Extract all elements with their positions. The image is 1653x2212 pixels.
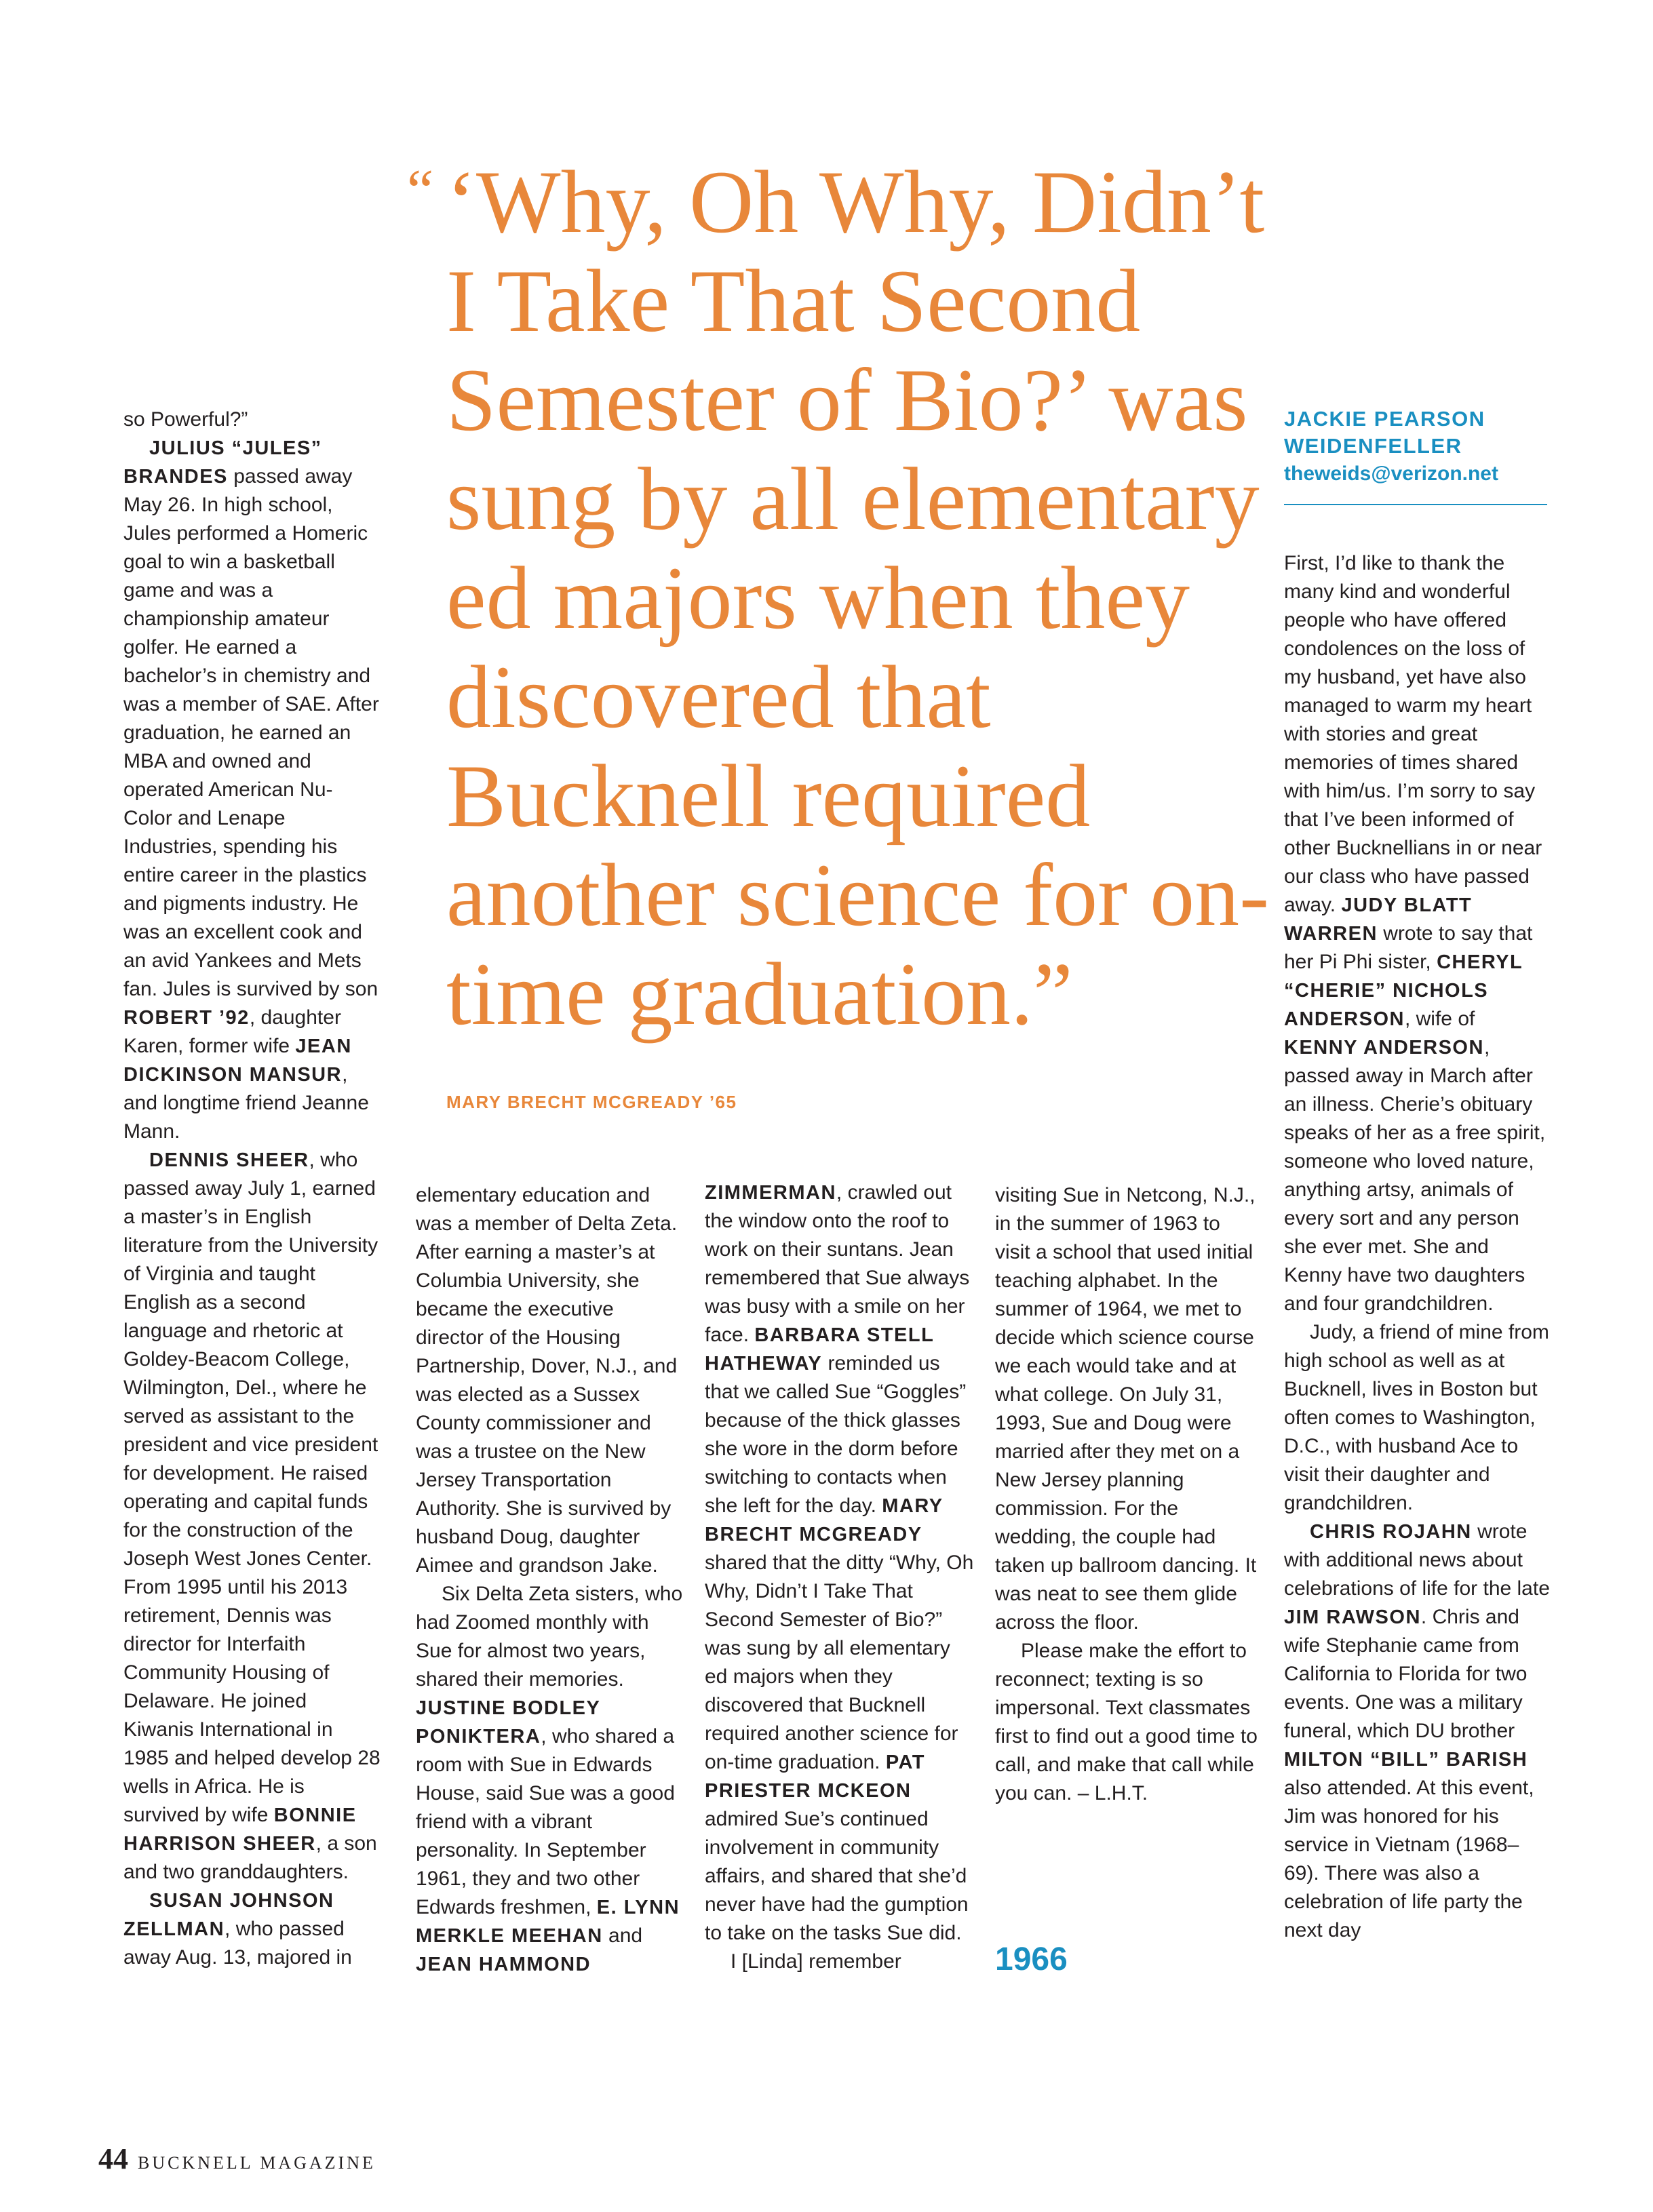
- text-column-3: [705, 1179, 976, 1976]
- pull-quote-open-mark: “: [407, 158, 434, 224]
- person-name: JULIUS “JULES” BRANDES: [123, 437, 322, 488]
- person-name: DENNIS SHEER: [149, 1149, 309, 1171]
- paragraph: so Powerful?”: [123, 408, 248, 431]
- pull-quote-text: ‘Why, Oh Why, Didn’t I Take That Second Semester of Bio?’ was sung by all elementary ed majors when they discovered that Bucknell required another science for on-time graduation.”: [446, 152, 1270, 1044]
- paragraph: DENNIS SHEER, who passed away July 1, earned a master’s in English literature from the University of Virginia and taught English as a second language and rhetoric at Goldey-Beacom College, Wilmington, Del., where he served as assistant to the president and vice president for development. He raised operating and capital funds for the construction of the Joseph West Jones Center. From 1995 until his 2013 retirement, Dennis was director for Interfaith Community Housing of Delaware. He joined Kiwanis International in 1985 and helped develop 28 wells in Africa. He is survived by wife BONNIE HARRISON SHEER, a son and two granddaughters.: [123, 1149, 381, 1883]
- person-name: KENNY ANDERSON: [1284, 1037, 1484, 1059]
- paragraph: Please make the effort to reconnect; texting is so impersonal. Text classmates first to find out a good time to call, and make that call while you can. – L.H.T.: [995, 1640, 1258, 1804]
- page-footer: [98, 2141, 376, 2176]
- text-column-1: [123, 406, 381, 1972]
- person-name: ZIMMERMAN: [705, 1182, 836, 1204]
- class-reporter-email[interactable]: theweids@verizon.net: [1284, 462, 1498, 485]
- person-name: JIM RAWSON: [1284, 1606, 1421, 1628]
- paragraph: First, I’d like to thank the many kind and wonderful people who have offered condolences on the loss of my husband, yet have also managed to warm my heart with stories and great memories of times shared with him/us. I’m sorry to say that I’ve been informed of other Bucknellians in or near our class who have passed away. JUDY BLATT WARREN wrote to say that her Pi Phi sister, CHERYL “CHERIE” NICHOLS ANDERSON, wife of KENNY ANDERSON, passed away in March after an illness. Cherie’s obituary speaks of her as a free spirit, someone who loved nature, anything artsy, animals of every sort and any person she ever met. She and Kenny have two daughters and four grandchildren.: [1284, 552, 1546, 1315]
- person-name: BONNIE HARRISON SHEER: [123, 1804, 357, 1855]
- magazine-name: BUCKNELL MAGAZINE: [138, 2153, 376, 2173]
- paragraph: I [Linda] remember: [731, 1950, 901, 1973]
- person-name: MARY BRECHT MCGREADY: [705, 1495, 944, 1545]
- text-column-4: [995, 1181, 1260, 1808]
- class-year-heading: 1966: [995, 1941, 1068, 1977]
- person-name: PAT PRIESTER MCKEON: [705, 1752, 926, 1802]
- contact-divider: [1284, 504, 1547, 505]
- page-number: 44: [98, 2142, 128, 2175]
- person-name: JEAN HAMMOND: [416, 1954, 591, 1975]
- person-name: JUSTINE BODLEY PONIKTERA: [416, 1697, 600, 1747]
- paragraph: JULIUS “JULES” BRANDES passed away May 26. In high school, Jules performed a Homeric goal to win a basketball game and was a championship amateur golfer. He earned a bachelor’s in chemistry and was a member of SAE. After graduation, he earned an MBA and owned and operated American Nu-Color and Lenape Industries, spending his entire career in the plastics and pigments industry. He was an excellent cook and an avid Yankees and Mets fan. Jules is survived by son ROBERT ’92, daughter Karen, former wife JEAN DICKINSON MANSUR, and longtime friend Jeanne Mann.: [123, 437, 379, 1143]
- paragraph: SUSAN JOHNSON ZELLMAN, who passed away Aug. 13, majored in: [123, 1890, 352, 1969]
- class-reporter-name-line2: WEIDENFELLER: [1284, 434, 1462, 458]
- text-column-5: [1284, 549, 1552, 1945]
- person-name: CHRIS ROJAHN: [1310, 1521, 1472, 1543]
- paragraph: CHRIS ROJAHN wrote with additional news about celebrations of life for the late JIM RAWSON. Chris and wife Stephanie came from California to Florida for two events. One was a military funeral, which DU brother MILTON “BILL” BARISH also attended. At this event, Jim was honored for his service in Vietnam (1968–69). There was also a celebration of life party the next day: [1284, 1520, 1550, 1941]
- text-column-2: [416, 1181, 684, 1979]
- paragraph: visiting Sue in Netcong, N.J., in the summer of 1963 to visit a school that used initial teaching alphabet. In the summer of 1964, we met to decide which science course we each would take and at what college. On July 31, 1993, Sue and Doug were married after they met on a New Jersey planning commission. For the wedding, the couple had taken up ballroom dancing. It was neat to see them glide across the floor.: [995, 1184, 1257, 1634]
- person-name: E. LYNN MERKLE MEEHAN: [416, 1897, 680, 1947]
- person-name: MILTON “BILL” BARISH: [1284, 1749, 1528, 1771]
- paragraph: Six Delta Zeta sisters, who had Zoomed monthly with Sue for almost two years, shared their memories. JUSTINE BODLEY PONIKTERA, who shared a room with Sue in Edwards House, said Sue was a good friend with a vibrant personality. In September 1961, they and two other Edwards freshmen, E. LYNN MERKLE MEEHAN and JEAN HAMMOND: [416, 1583, 683, 1975]
- pull-quote: [407, 153, 1282, 1044]
- pull-quote-credit: MARY BRECHT MCGREADY ’65: [446, 1092, 737, 1112]
- person-name: JUDY BLATT WARREN: [1284, 894, 1473, 945]
- class-reporter-name-line1: JACKIE PEARSON: [1284, 407, 1485, 431]
- paragraph: elementary education and was a member of Delta Zeta. After earning a master’s at Columbia University, she became the executive director of the Housing Partnership, Dover, N.J., and was elected as a Sussex County commissioner and was a trustee on the New Jersey Transportation Authority. She is survived by husband Doug, daughter Aimee and grandson Jake.: [416, 1184, 678, 1577]
- person-name: CHERYL “CHERIE” NICHOLS ANDERSON: [1284, 951, 1523, 1030]
- paragraph: Judy, a friend of mine from high school as well as at Bucknell, lives in Boston but often comes to Washington, D.C., with husband Ace to visit their daughter and grandchildren.: [1284, 1321, 1549, 1514]
- paragraph: ZIMMERMAN, crawled out the window onto the roof to work on their suntans. Jean remembered that Sue always was busy with a smile on her face. BARBARA STELL HATHEWAY reminded us that we called Sue “Goggles” because of the thick glasses she wore in the dorm before switching to contacts when she left for the day. MARY BRECHT MCGREADY shared that the ditty “Why, Oh Why, Didn’t I Take That Second Semester of Bio?” was sung by all elementary ed majors when they discovered that Bucknell required another science for on-time graduation. PAT PRIESTER MCKEON admired Sue’s continued involvement in community affairs, and shared that she’d never have had the gumption to take on the tasks Sue did.: [705, 1181, 974, 1944]
- person-name: ROBERT ’92: [123, 1007, 250, 1029]
- person-name: BARBARA STELL HATHEWAY: [705, 1324, 934, 1375]
- person-name: SUSAN JOHNSON ZELLMAN: [123, 1890, 334, 1940]
- class-reporter-contact: [1284, 406, 1552, 488]
- person-name: JEAN DICKINSON MANSUR: [123, 1035, 352, 1086]
